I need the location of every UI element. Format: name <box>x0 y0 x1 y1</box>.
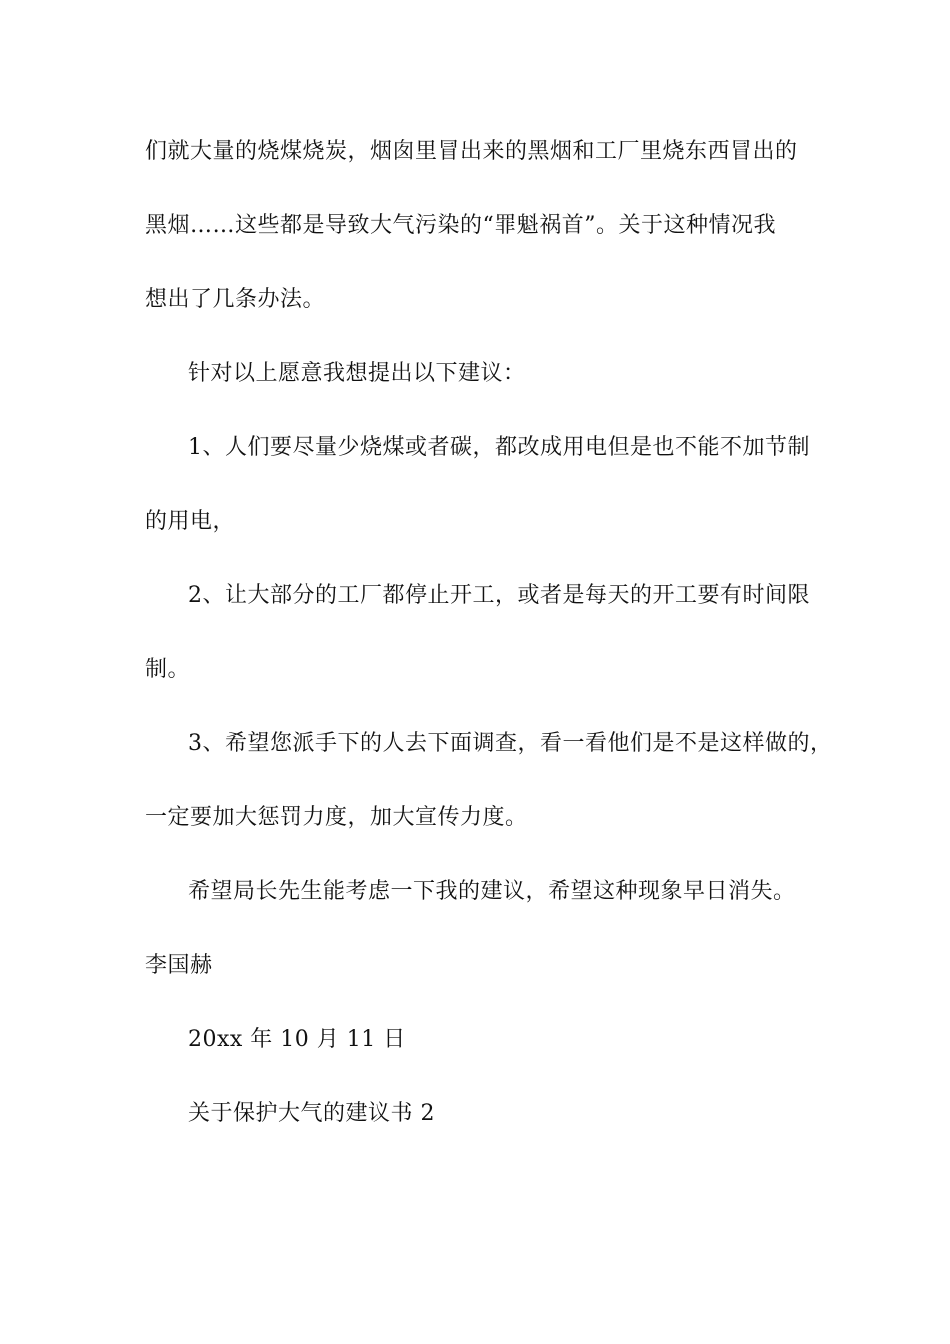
paragraph-line-3: 想出了几条办法。 <box>145 287 326 312</box>
paragraph-line-2: 黑烟……这些都是导致大气污染的“罪魁祸首”。关于这种情况我 <box>145 213 776 238</box>
suggestion-3-line-1: 3、希望您派手下的人去下面调查，看一看他们是不是这样做的， <box>188 731 833 756</box>
next-section-title: 关于保护大气的建议书 2 <box>188 1101 435 1126</box>
suggestion-2-line-2: 制。 <box>145 657 191 682</box>
suggestion-1-line-2: 的用电， <box>145 509 236 534</box>
suggestion-3-line-2: 一定要加大惩罚力度，加大宣传力度。 <box>145 805 528 830</box>
signature-date: 20xx 年 10 月 11 日 <box>188 1027 406 1052</box>
suggestion-2-line-1: 2、让大部分的工厂都停止开工，或者是每天的开工要有时间限 <box>188 583 810 608</box>
suggestion-1-line-1: 1、人们要尽量少烧煤或者碳，都改成用电但是也不能不加节制 <box>188 435 810 460</box>
paragraph-line-1: 们就大量的烧煤烧炭，烟囱里冒出来的黑烟和工厂里烧东西冒出的 <box>145 139 798 164</box>
closing-paragraph: 希望局长先生能考虑一下我的建议，希望这种现象早日消失。 <box>188 879 796 904</box>
paragraph-intro-suggestions: 针对以上愿意我想提出以下建议： <box>188 361 526 386</box>
signature-name: 李国赫 <box>145 953 213 978</box>
